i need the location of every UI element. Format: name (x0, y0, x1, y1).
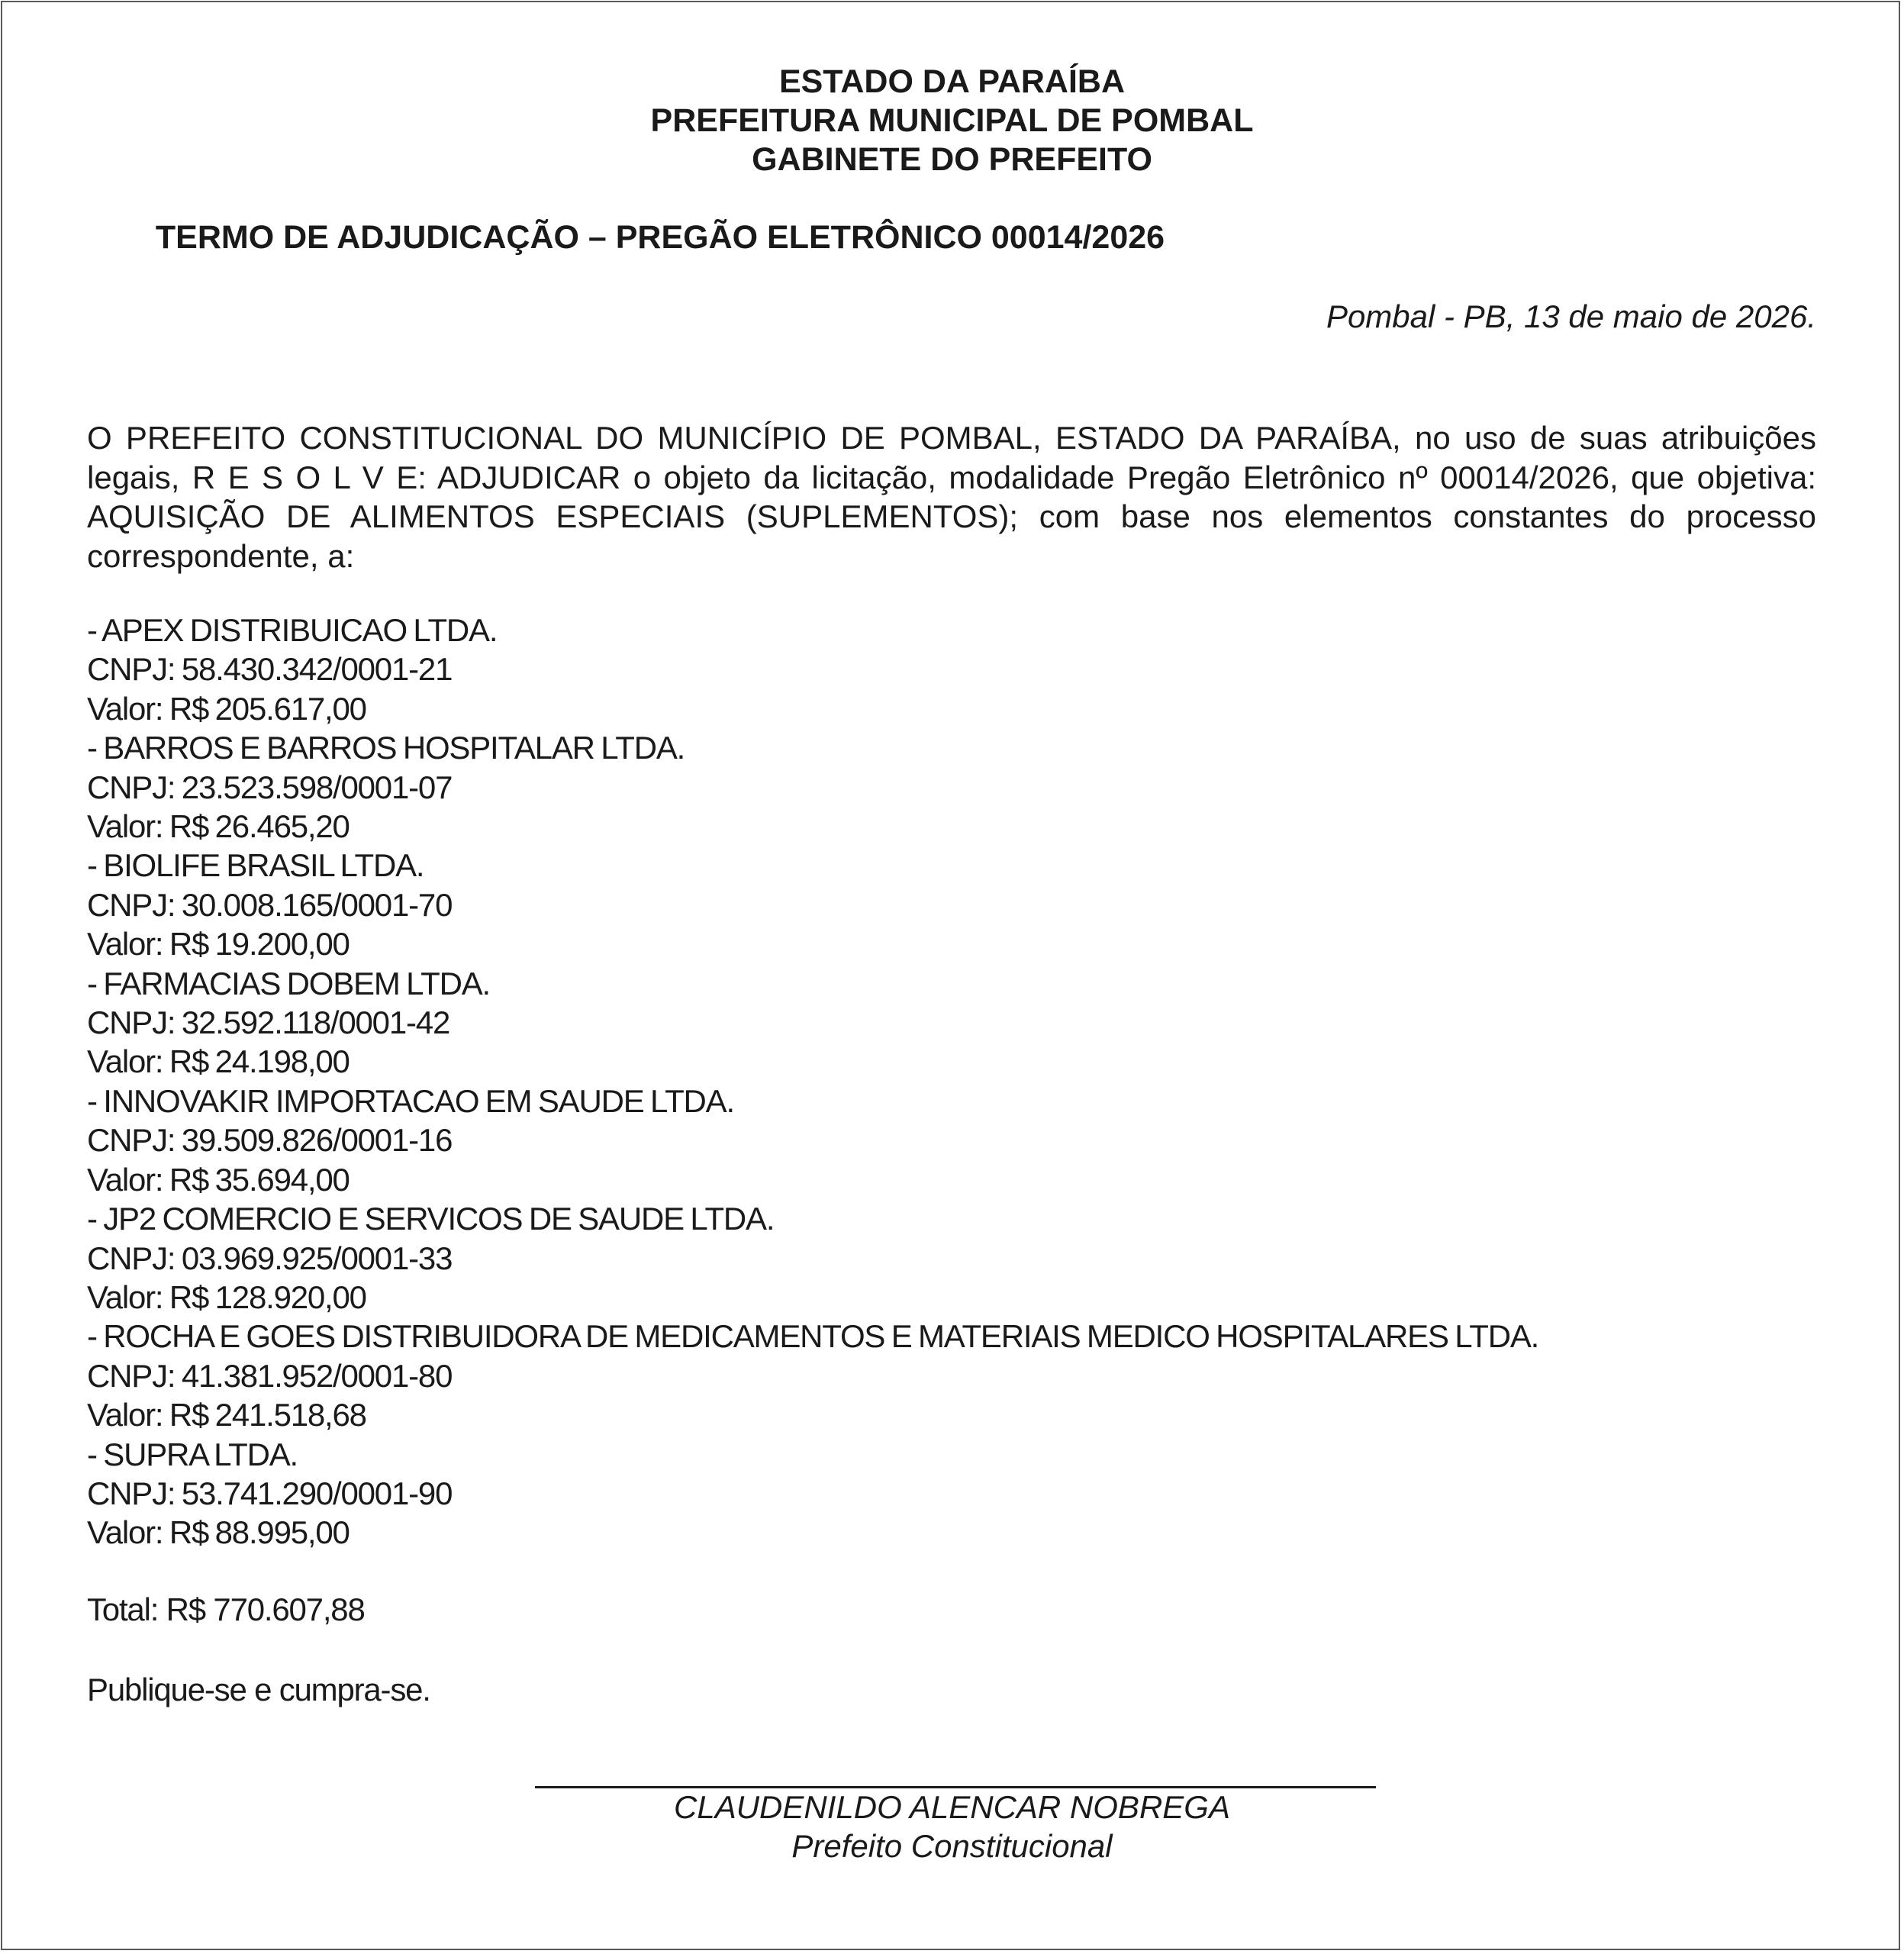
company-valor: Valor: R$ 88.995,00 (87, 1514, 350, 1551)
company-cnpj: CNPJ: 58.430.342/0001-21 (87, 651, 453, 688)
header-prefecture: PREFEITURA MUNICIPAL DE POMBAL (650, 102, 1254, 139)
document-header (0, 63, 1904, 179)
company-name: - APEX DISTRIBUICAO LTDA. (87, 612, 498, 648)
company-name: - SUPRA LTDA. (87, 1436, 298, 1472)
company-name: - ROCHA E GOES DISTRIBUIDORA DE MEDICAMENTOS E MATERIAIS MEDICO HOSPITALARES LTDA. (87, 1318, 1539, 1355)
resolution-paragraph: O PREFEITO CONSTITUCIONAL DO MUNICÍPIO DE POMBAL, ESTADO DA PARAÍBA, no uso de suas atribuições legais, R E S O L V E: ADJUDICAR o objeto da licitação, modalidade Pregão Eletrônico nº 00014/2026, que objetiva: AQUISIÇÃO DE ALIMENTOS ESPECIAIS (SUPLEMENTOS); com base nos elementos constantes do processo correspondente, a: (87, 420, 1816, 574)
company-cnpj: CNPJ: 23.523.598/0001-07 (87, 769, 453, 805)
company-name: - FARMACIAS DOBEM LTDA. (87, 965, 491, 1001)
closing-statement: Publique-se e cumpra-se. (87, 1672, 430, 1707)
company-cnpj: CNPJ: 53.741.290/0001-90 (87, 1475, 453, 1511)
total-value: Total: R$ 770.607,88 (87, 1591, 365, 1627)
company-name: - INNOVAKIR IMPORTACAO EM SAUDE LTDA. (87, 1082, 734, 1119)
company-cnpj: CNPJ: 41.381.952/0001-80 (87, 1357, 453, 1394)
company-valor: Valor: R$ 35.694,00 (87, 1161, 350, 1198)
company-name: - BARROS E BARROS HOSPITALAR LTDA. (87, 730, 685, 766)
document-title: TERMO DE ADJUDICAÇÃO – PREGÃO ELETRÔNICO 00014/2026 (155, 219, 1165, 256)
company-cnpj: CNPJ: 03.969.925/0001-33 (87, 1240, 453, 1276)
company-name: - BIOLIFE BRASIL LTDA. (87, 847, 424, 884)
company-cnpj: CNPJ: 39.509.826/0001-16 (87, 1122, 453, 1159)
header-office: GABINETE DO PREFEITO (752, 141, 1152, 178)
company-valor: Valor: R$ 128.920,00 (87, 1278, 366, 1315)
company-name: - JP2 COMERCIO E SERVICOS DE SAUDE LTDA. (87, 1201, 775, 1237)
company-valor: Valor: R$ 205.617,00 (87, 690, 366, 727)
companies-list (87, 611, 1538, 1553)
signatory-name: CLAUDENILDO ALENCAR NOBREGA (674, 1789, 1230, 1825)
company-cnpj: CNPJ: 32.592.118/0001-42 (87, 1004, 450, 1041)
company-cnpj: CNPJ: 30.008.165/0001-70 (87, 886, 453, 923)
company-valor: Valor: R$ 26.465,20 (87, 808, 350, 845)
company-valor: Valor: R$ 24.198,00 (87, 1043, 350, 1080)
document-date: Pombal - PB, 13 de maio de 2026. (1326, 298, 1816, 334)
company-valor: Valor: R$ 19.200,00 (87, 926, 350, 962)
header-state: ESTADO DA PARAÍBA (778, 63, 1126, 100)
company-valor: Valor: R$ 241.518,68 (87, 1397, 366, 1433)
signatory-role: Prefeito Constitucional (791, 1828, 1113, 1864)
